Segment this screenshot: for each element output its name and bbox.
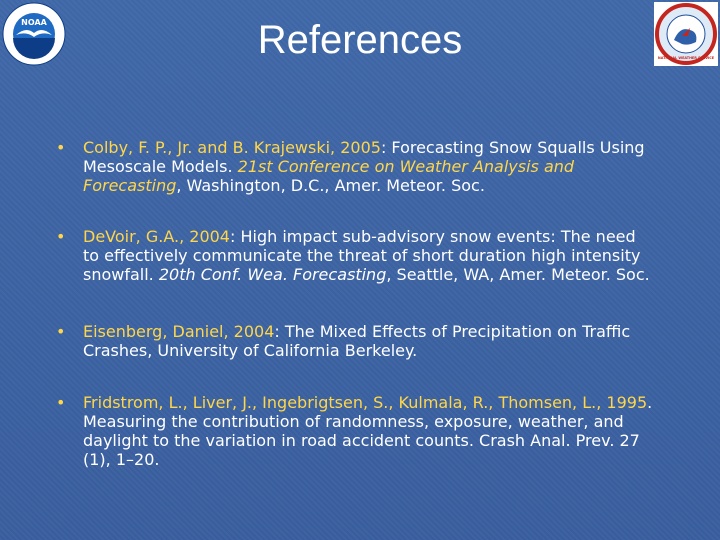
bullet-icon: • <box>56 138 66 157</box>
reference-author: Colby, F. P., Jr. and B. Krajewski, 2005 <box>83 138 381 157</box>
bullet-icon: • <box>56 227 66 246</box>
reference-text: : Forecasting Snow Squalls Using Mesoscale Models. <box>83 138 645 176</box>
reference-author: DeVoir, G.A., 2004 <box>83 227 230 246</box>
reference-rest: , Seattle, WA, Amer. Meteor. Soc. <box>386 265 650 284</box>
reference-item <box>56 322 656 360</box>
reference-text: : The Mixed Effects of Precipitation on Traffic Crashes, University of California Berkeley. <box>83 322 631 360</box>
reference-source: 20th Conf. Wea. Forecasting <box>158 265 387 284</box>
reference-text: : High impact sub-advisory snow events: The need to effectively communicate the threat of short duration high intensity snowfall. <box>83 227 641 284</box>
reference-list <box>56 138 656 469</box>
reference-text: . Measuring the contribution of randomness, exposure, weather, and daylight to the variation in road accident counts. Crash Anal. Prev. 27 (1), 1–20. <box>83 393 653 469</box>
reference-item <box>56 227 656 284</box>
reference-author: Eisenberg, Daniel, 2004 <box>83 322 275 341</box>
svg-text:NOAA: NOAA <box>21 18 47 27</box>
page-title: References <box>257 18 463 62</box>
bullet-icon: • <box>56 393 66 412</box>
svg-text:NATIONAL WEATHER SERVICE: NATIONAL WEATHER SERVICE <box>657 56 715 60</box>
reference-rest: , Washington, D.C., Amer. Meteor. Soc. <box>176 176 485 195</box>
reference-author: Fridstrom, L., Liver, J., Ingebrigtsen, S., Kulmala, R., Thomsen, L., 1995 <box>83 393 648 412</box>
bullet-icon: • <box>56 322 66 341</box>
reference-item <box>56 393 656 469</box>
reference-item <box>56 138 656 195</box>
reference-source: 21st Conference on Weather Analysis and Forecasting <box>83 157 575 195</box>
